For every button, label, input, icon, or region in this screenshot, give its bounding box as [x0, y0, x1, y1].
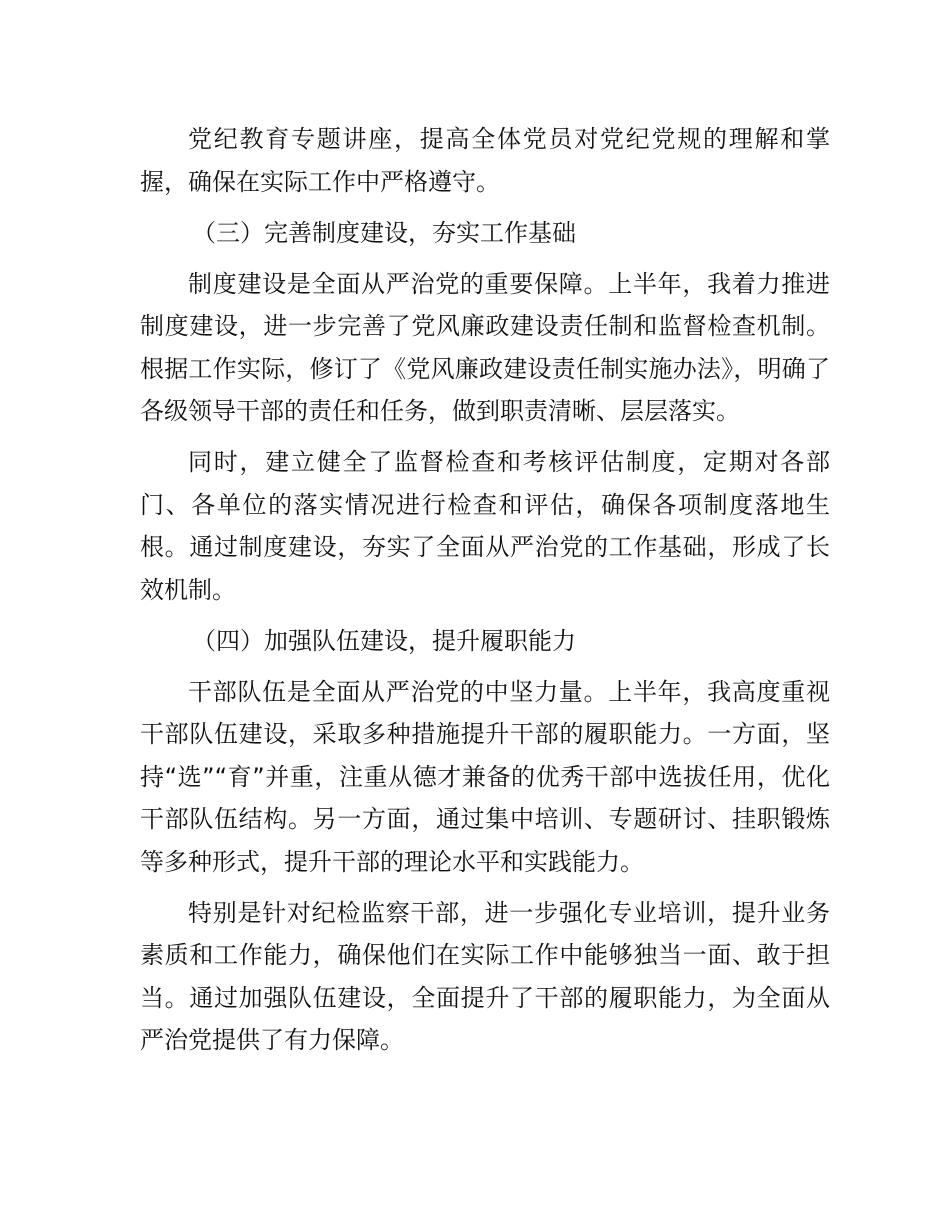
paragraph-supervision-system: 同时，建立健全了监督检查和考核评估制度，定期对各部门、各单位的落实情况进行检查和评估，确保各项制度落地生根。通过制度建设，夯实了全面从严治党的工作基础，形成了长效机制。 [140, 448, 830, 604]
section-heading-institution-building: （三）完善制度建设，夯实工作基础 [192, 218, 576, 247]
section-heading-team-building: （四）加强队伍建设，提升履职能力 [192, 626, 576, 655]
document-body [140, 118, 830, 1070]
paragraph-discipline-inspection-training: 特别是针对纪检监察干部，进一步强化专业培训，提升业务素质和工作能力，确保他们在实际工作中能够独当一面、敢于担当。通过加强队伍建设，全面提升了干部的履职能力，为全面从严治党提供了有力保障。 [140, 898, 830, 1054]
paragraph-party-discipline-lecture: 党纪教育专题讲座，提高全体党员对党纪党规的理解和掌握，确保在实际工作中严格遵守。 [140, 125, 830, 196]
paragraph-institution-building: 制度建设是全面从严治党的重要保障。上半年，我着力推进制度建设，进一步完善了党风廉政建设责任制和监督检查机制。根据工作实际，修订了《党风廉政建设责任制实施办法》，明确了各级领导干部的责任和任务，做到职责清晰、层层落实。 [140, 269, 830, 425]
paragraph-cadre-team: 干部队伍是全面从严治党的中坚力量。上半年，我高度重视干部队伍建设，采取多种措施提升干部的履职能力。一方面，坚持“选”“育”并重，注重从德才兼备的优秀干部中选拔任用，优化干部队伍结构。另一方面，通过集中培训、专题研讨、挂职锻炼等多种形式，提升干部的理论水平和实践能力。 [140, 677, 830, 876]
